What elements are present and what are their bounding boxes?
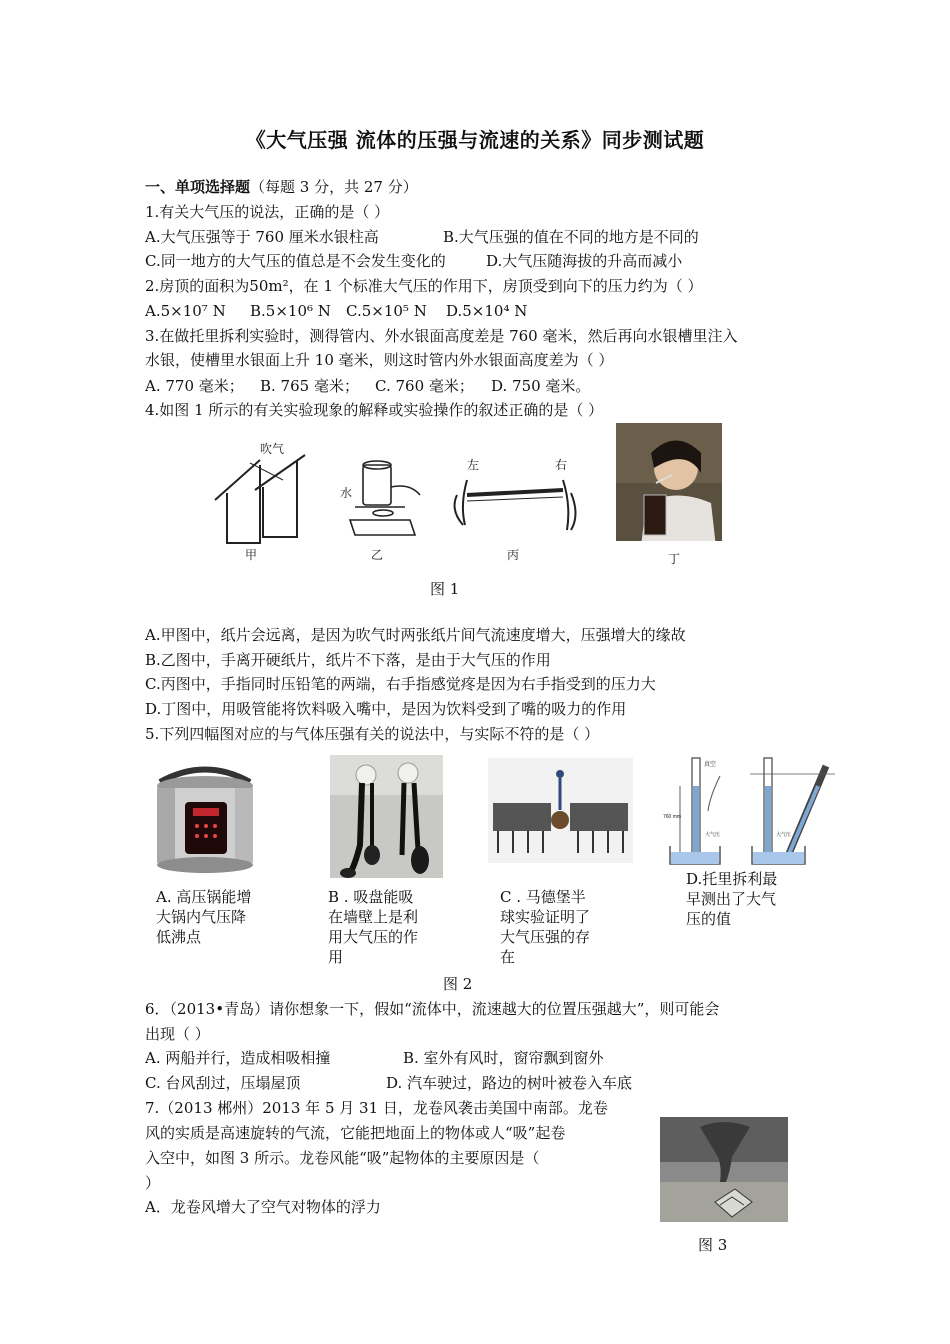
document-title: 《大气压强 流体的压强与流速的关系》同步测试题 — [245, 128, 705, 152]
fig1-label-right: 右 — [555, 458, 568, 472]
q5-option-c-line: 球实验证明了 — [500, 908, 591, 926]
q5-option-d — [686, 870, 777, 926]
q2-option-c: C.5×10⁵ N — [346, 302, 427, 320]
q6-option-a: A. 两船并行，造成相吸相撞 — [145, 1049, 331, 1067]
paper-sheets-illustration — [215, 455, 305, 543]
fig2-label-atm-left: 大气压 — [705, 832, 721, 838]
q6-stem-line2: 出现（ ） — [145, 1025, 210, 1043]
q5-option-a-line: 低沸点 — [156, 928, 202, 946]
q1-option-a: A.大气压强等于 760 厘米水银柱高 — [145, 228, 379, 246]
q5-option-b — [328, 888, 418, 966]
q5-option-c — [500, 888, 590, 966]
q2-option-a: A.5×10⁷ N — [145, 302, 226, 320]
drinking-straw-photo — [616, 423, 722, 547]
q5-option-d-line: 压的值 — [686, 910, 732, 926]
q3-stem-line1: 3.在做托里拆利实验时，测得管内、外水银面高度差是 760 毫米，然后再向水银槽里注入 — [145, 327, 738, 345]
q7-stem-line: 风的实质是高速旋转的气流，它能把地面上的物体或人“吸”起卷 — [145, 1124, 566, 1142]
q3-option-d: D. 750 毫米。 — [491, 377, 591, 395]
fig1-label-water: 水 — [340, 486, 353, 500]
q1-option-c: C.同一地方的大气压的值总是不会发生变化的 — [145, 252, 446, 270]
figure-1-drawings — [205, 435, 605, 570]
q5-option-a — [156, 888, 251, 946]
q5-option-b-line: 用大气压的作 — [328, 928, 419, 946]
q5-option-b-line: 在墙壁上是利 — [328, 908, 419, 926]
q2-stem: 2.房顶的面积为50m²，在 1 个标准大气压的作用下，房顶受到向下的压力约为（ ） — [145, 277, 703, 295]
q3-option-a: A. 770 毫米； — [145, 377, 244, 395]
q2-option-d: D.5×10⁴ N — [446, 302, 528, 320]
q7-option-a: A．龙卷风增大了空气对物体的浮力 — [145, 1198, 381, 1216]
q5-option-d-line: D.托里拆利最 — [686, 870, 778, 888]
section-note: （每题 3 分，共 27 分） — [250, 178, 418, 196]
q6-option-d: D. 汽车驶过，路边的树叶被卷入车底 — [386, 1074, 633, 1092]
q1-stem: 1.有关大气压的说法，正确的是（ ） — [145, 203, 390, 221]
q3-option-c: C. 760 毫米； — [375, 377, 474, 395]
q1-option-b: B.大气压强的值在不同的地方是不同的 — [443, 228, 699, 246]
section-heading — [145, 178, 418, 196]
q5-stem: 5.下列四幅图对应的与气体压强有关的说法中，与实际不符的是（ ） — [145, 725, 600, 743]
q5-option-c-line: 大气压强的存 — [500, 928, 591, 946]
q5-option-a-line: A. 高压锅能增 — [156, 888, 252, 906]
q5-option-b-line: B . 吸盘能吸 — [328, 888, 414, 906]
q5-option-c-line: 在 — [500, 948, 516, 966]
q3-stem-line2: 水银，使槽里水银面上升 10 毫米，则这时管内外水银面高度差为（ ） — [145, 351, 614, 369]
q3-option-b: B. 765 毫米； — [260, 377, 359, 395]
q6-stem-line1: 6．（2013•青岛）请你想象一下，假如“流体中，流速越大的位置压强越大”，则可能会 — [145, 1000, 720, 1018]
figure-2-caption: 图 2 — [443, 975, 473, 993]
fig2-label-vacuum: 真空 — [704, 762, 717, 768]
q7-stem-line: ） — [145, 1174, 161, 1192]
q4-option-d: D.丁图中，用吸管能将饮料吸入嘴中，是因为饮料受到了嘴的吸力的作用 — [145, 700, 627, 718]
pressure-cooker-image — [145, 752, 265, 878]
q6-option-c: C. 台风刮过，压塌屋顶 — [145, 1074, 301, 1092]
q5-option-d-line: 早测出了大气 — [686, 890, 777, 908]
fig1-label-yi: 乙 — [371, 548, 384, 562]
pencil-illustration — [455, 480, 576, 530]
fig1-label-left: 左 — [467, 458, 480, 472]
fig1-label-ding: 丁 — [668, 552, 681, 566]
figure-1 — [205, 435, 605, 570]
fig1-label-bing: 丙 — [507, 548, 520, 562]
figure-1-caption: 图 1 — [430, 580, 460, 598]
q5-option-b-line: 用 — [328, 948, 344, 966]
q2-option-b: B.5×10⁶ N — [250, 302, 331, 320]
q7-stem-line: 7.（2013 郴州）2013 年 5 月 31 日，龙卷风袭击美国中南部。龙卷 — [145, 1099, 608, 1117]
cup-card-illustration — [350, 461, 420, 535]
q4-option-c: C.丙图中，手指同时压铅笔的两端，右手指感觉疼是因为右手指受到的压力大 — [145, 675, 656, 693]
q4-option-a: A.甲图中，纸片会远离，是因为吹气时两张纸片间气流速度增大，压强增大的缘故 — [145, 626, 686, 644]
q4-stem: 4.如图 1 所示的有关实验现象的解释或实验操作的叙述正确的是（ ） — [145, 401, 604, 419]
torricelli-experiment-image — [660, 756, 840, 876]
fig1-label-jia: 甲 — [245, 548, 258, 562]
section-title: 一、单项选择题 — [145, 178, 251, 196]
q4-option-b: B.乙图中，手离开硬纸片，纸片不下落，是由于大气压的作用 — [145, 651, 551, 669]
tornado-image — [660, 1117, 788, 1222]
magdeburg-hemispheres-image — [488, 758, 633, 878]
q7-stem-line: 入空中，如图 3 所示。龙卷风能“吸”起物体的主要原因是（ — [145, 1149, 540, 1167]
figure-1-photo — [616, 423, 722, 547]
q6-option-b: B. 室外有风时，窗帘飘到窗外 — [403, 1049, 604, 1067]
figure-3-caption: 图 3 — [698, 1236, 728, 1254]
fig1-label-blow: 吹气 — [260, 442, 285, 456]
q5-option-c-line: C . 马德堡半 — [500, 888, 586, 906]
fig2-label-atm-right: 大气压 — [776, 832, 792, 838]
fig2-label-mm: 760 mm — [663, 814, 682, 820]
q1-option-d: D.大气压随海拔的升高而减小 — [486, 252, 683, 270]
suction-hook-image — [330, 755, 443, 878]
q5-option-a-line: 大锅内气压降 — [156, 908, 247, 926]
